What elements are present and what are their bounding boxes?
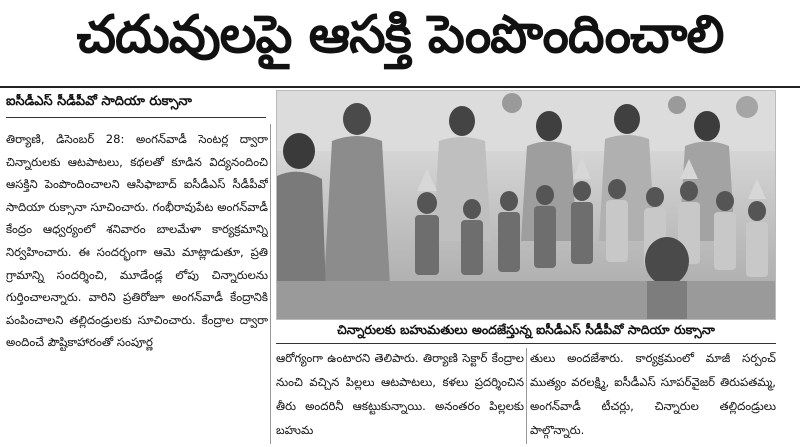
column-divider-bottom <box>526 348 527 444</box>
body-paragraph: తిర్యాణి, డిసెంబర్ 28: అంగన్‌వాడీ సెంటర్ల ద్వారా చిన్నారులకు ఆటపాటలు, కథలతో కూడిన విద్యనందించి ఆసక్తిని పెంపొందించాలని ఆసిఫాబాద్ ఐసీడీఎస్ సీడీపీవో సాదియా రుక్సానా సూచించారు. గంభీరావుపేట అంగన్‌వాడీ కేంద్రం ఆధ్వర్యంలో శనివారం బాలమేళా కార్యక్రమాన్ని నిర్వహించారు. ఈ సందర్భంగా ఆమె మాట్లాడుతూ, ప్రతి గ్రామాన్ని సందర్శించి, మూడేండ్ల లోపు చిన్నారులను గుర్తించాలన్నారు. వారిని ప్రతిరోజూ అంగన్‌వాడీ కేంద్రానికి పంపించాలని తల్లిదండ్రులకు సూచించారు. కేంద్రాల ద్వారా అందించే పౌష్టికాహారంతో సంపూర్ణ <box>6 132 268 350</box>
headline: చదువులపై ఆసక్తి పెంపొందించాలి <box>76 4 724 65</box>
column-divider <box>270 124 271 444</box>
byline: ఐసీడీఎస్ సీడీపీవో సాదియా రుక్సానా <box>6 94 266 118</box>
headline-rule <box>0 86 800 88</box>
article-body-left <box>6 128 268 444</box>
photo-caption: చిన్నారులకు బహుమతులు అందజేస్తున్న ఐసీడీఎస్ సీడీపీవో సాదియా రుక్సానా <box>276 322 776 344</box>
article-body-right: తులు అందజేశారు. కార్యక్రమంలో మాజీ సర్పంచ్ ముత్యం వరలక్ష్మి, ఐసీడీఎస్ సూపర్‌వైజర్ తిరుపతమ్మ, అంగన్‌వాడీ టీచర్లు, చిన్నారుల తల్లిదండ్రులు పాల్గొన్నారు. <box>530 351 776 437</box>
article-body-middle: ఆరోగ్యంగా ఉంటారని తెలిపారు. తిర్యాణి సెక్టార్ కేంద్రాల నుంచి వచ్చిన పిల్లలు ఆటపాటలు, కళలు ప్రదర్శించిన తీరు అందరినీ ఆకట్టుకున్నాయి. అనంతరం పిల్లలకు బహుమ <box>276 351 524 437</box>
news-photo <box>276 90 776 320</box>
photo-illustration-icon <box>277 91 776 320</box>
